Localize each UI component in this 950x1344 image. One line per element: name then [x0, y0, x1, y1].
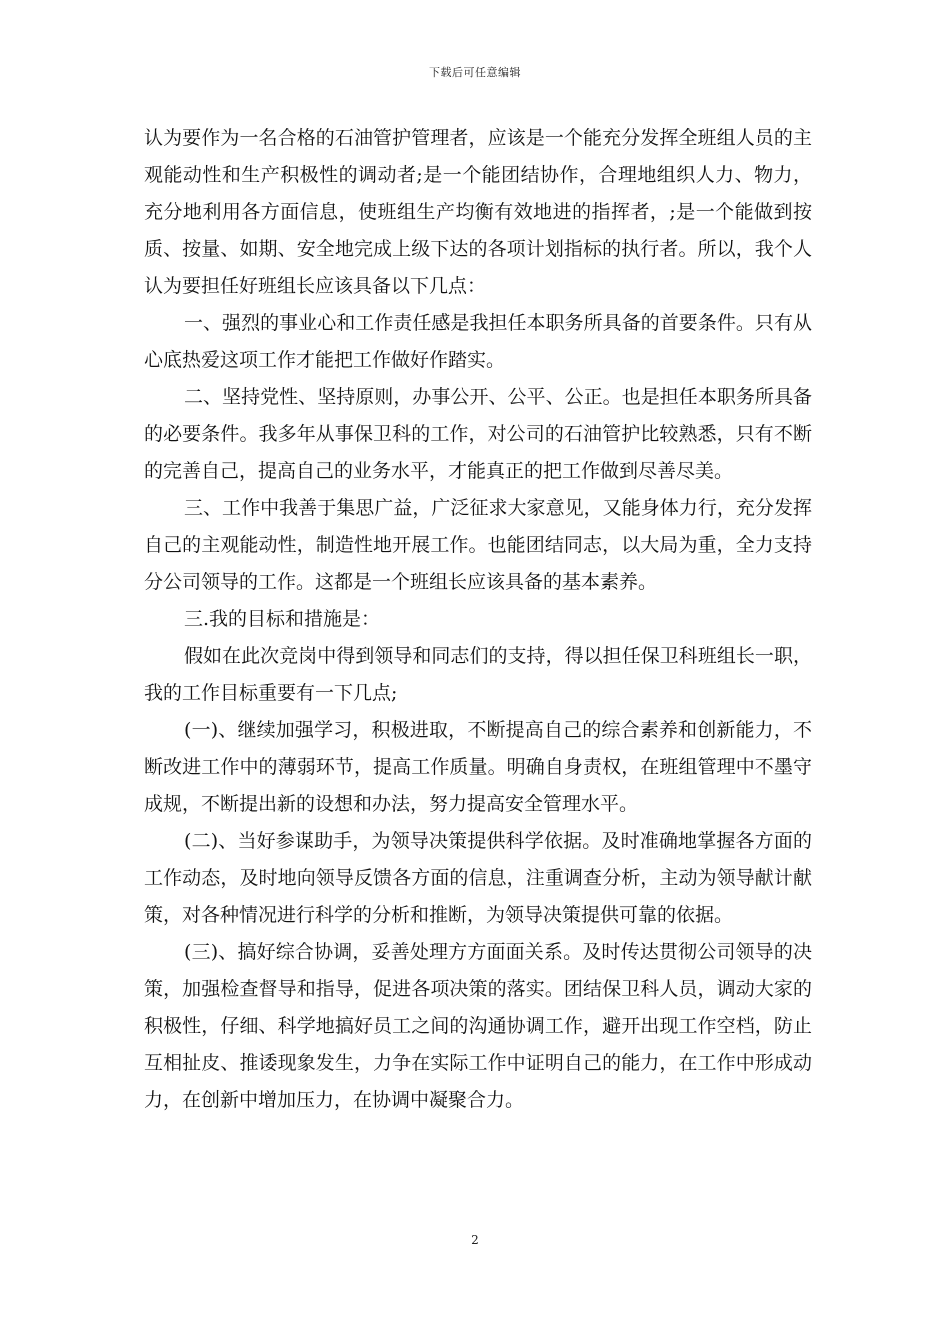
- paragraph-point-two: 二、坚持党性、坚持原则，办事公开、公平、公正。也是担任本职务所具备的必要条件。我多年从事保卫科的工作，对公司的石油管护比较熟悉，只有不断的完善自己，提高自己的业务水平，才能真正的把工作做到尽善尽美。: [144, 386, 812, 482]
- paragraph-goal-one: (一)、继续加强学习，积极进取，不断提高自己的综合素养和创新能力，不断改进工作中的薄弱环节，提高工作质量。明确自身责权，在班组管理中不墨守成规，不断提出新的设想和办法，努力提高安全管理水平。: [144, 719, 812, 815]
- paragraph-goals-intro: 假如在此次竞岗中得到领导和同志们的支持，得以担任保卫科班组长一职，我的工作目标重要有一下几点;: [144, 645, 812, 704]
- paragraph-continuation: 认为要作为一名合格的石油管护管理者，应该是一个能充分发挥全班组人员的主观能动性和生产积极性的调动者;是一个能团结协作，合理地组织人力、物力，充分地利用各方面信息，使班组生产均衡有效地进的指挥者，;是一个能做到按质、按量、如期、安全地完成上级下达的各项计划指标的执行者。所以，我个人认为要担任好班组长应该具备以下几点：: [144, 127, 812, 297]
- section-heading-goals: 三.我的目标和措施是：: [184, 608, 381, 630]
- paragraph-point-one: 一、强烈的事业心和工作责任感是我担任本职务所具备的首要条件。只有从心底热爱这项工作才能把工作做好作踏实。: [144, 312, 812, 371]
- paragraph-goal-three: (三)、搞好综合协调，妥善处理方方面面关系。及时传达贯彻公司领导的决策，加强检查督导和指导，促进各项决策的落实。团结保卫科人员，调动大家的积极性，仔细、科学地搞好员工之间的沟通协调工作，避开出现工作空档，防止互相扯皮、推诿现象发生，力争在实际工作中证明自己的能力，在工作中形成动力，在创新中增加压力，在协调中凝聚合力。: [144, 941, 812, 1111]
- page-number: 2: [471, 1233, 479, 1247]
- paragraph-point-three: 三、工作中我善于集思广益，广泛征求大家意见，又能身体力行，充分发挥自己的主观能动性，制造性地开展工作。也能团结同志，以大局为重，全力支持分公司领导的工作。这都是一个班组长应该具备的基本素养。: [144, 497, 812, 593]
- document-body: [144, 120, 812, 1119]
- paragraph-goal-two: (二)、当好参谋助手，为领导决策提供科学依据。及时准确地掌握各方面的工作动态，及时地向领导反馈各方面的信息，注重调查分析，主动为领导献计献策，对各种情况进行科学的分析和推断，为领导决策提供可靠的依据。: [144, 830, 812, 926]
- page-header: 下载后可任意编辑: [429, 66, 521, 79]
